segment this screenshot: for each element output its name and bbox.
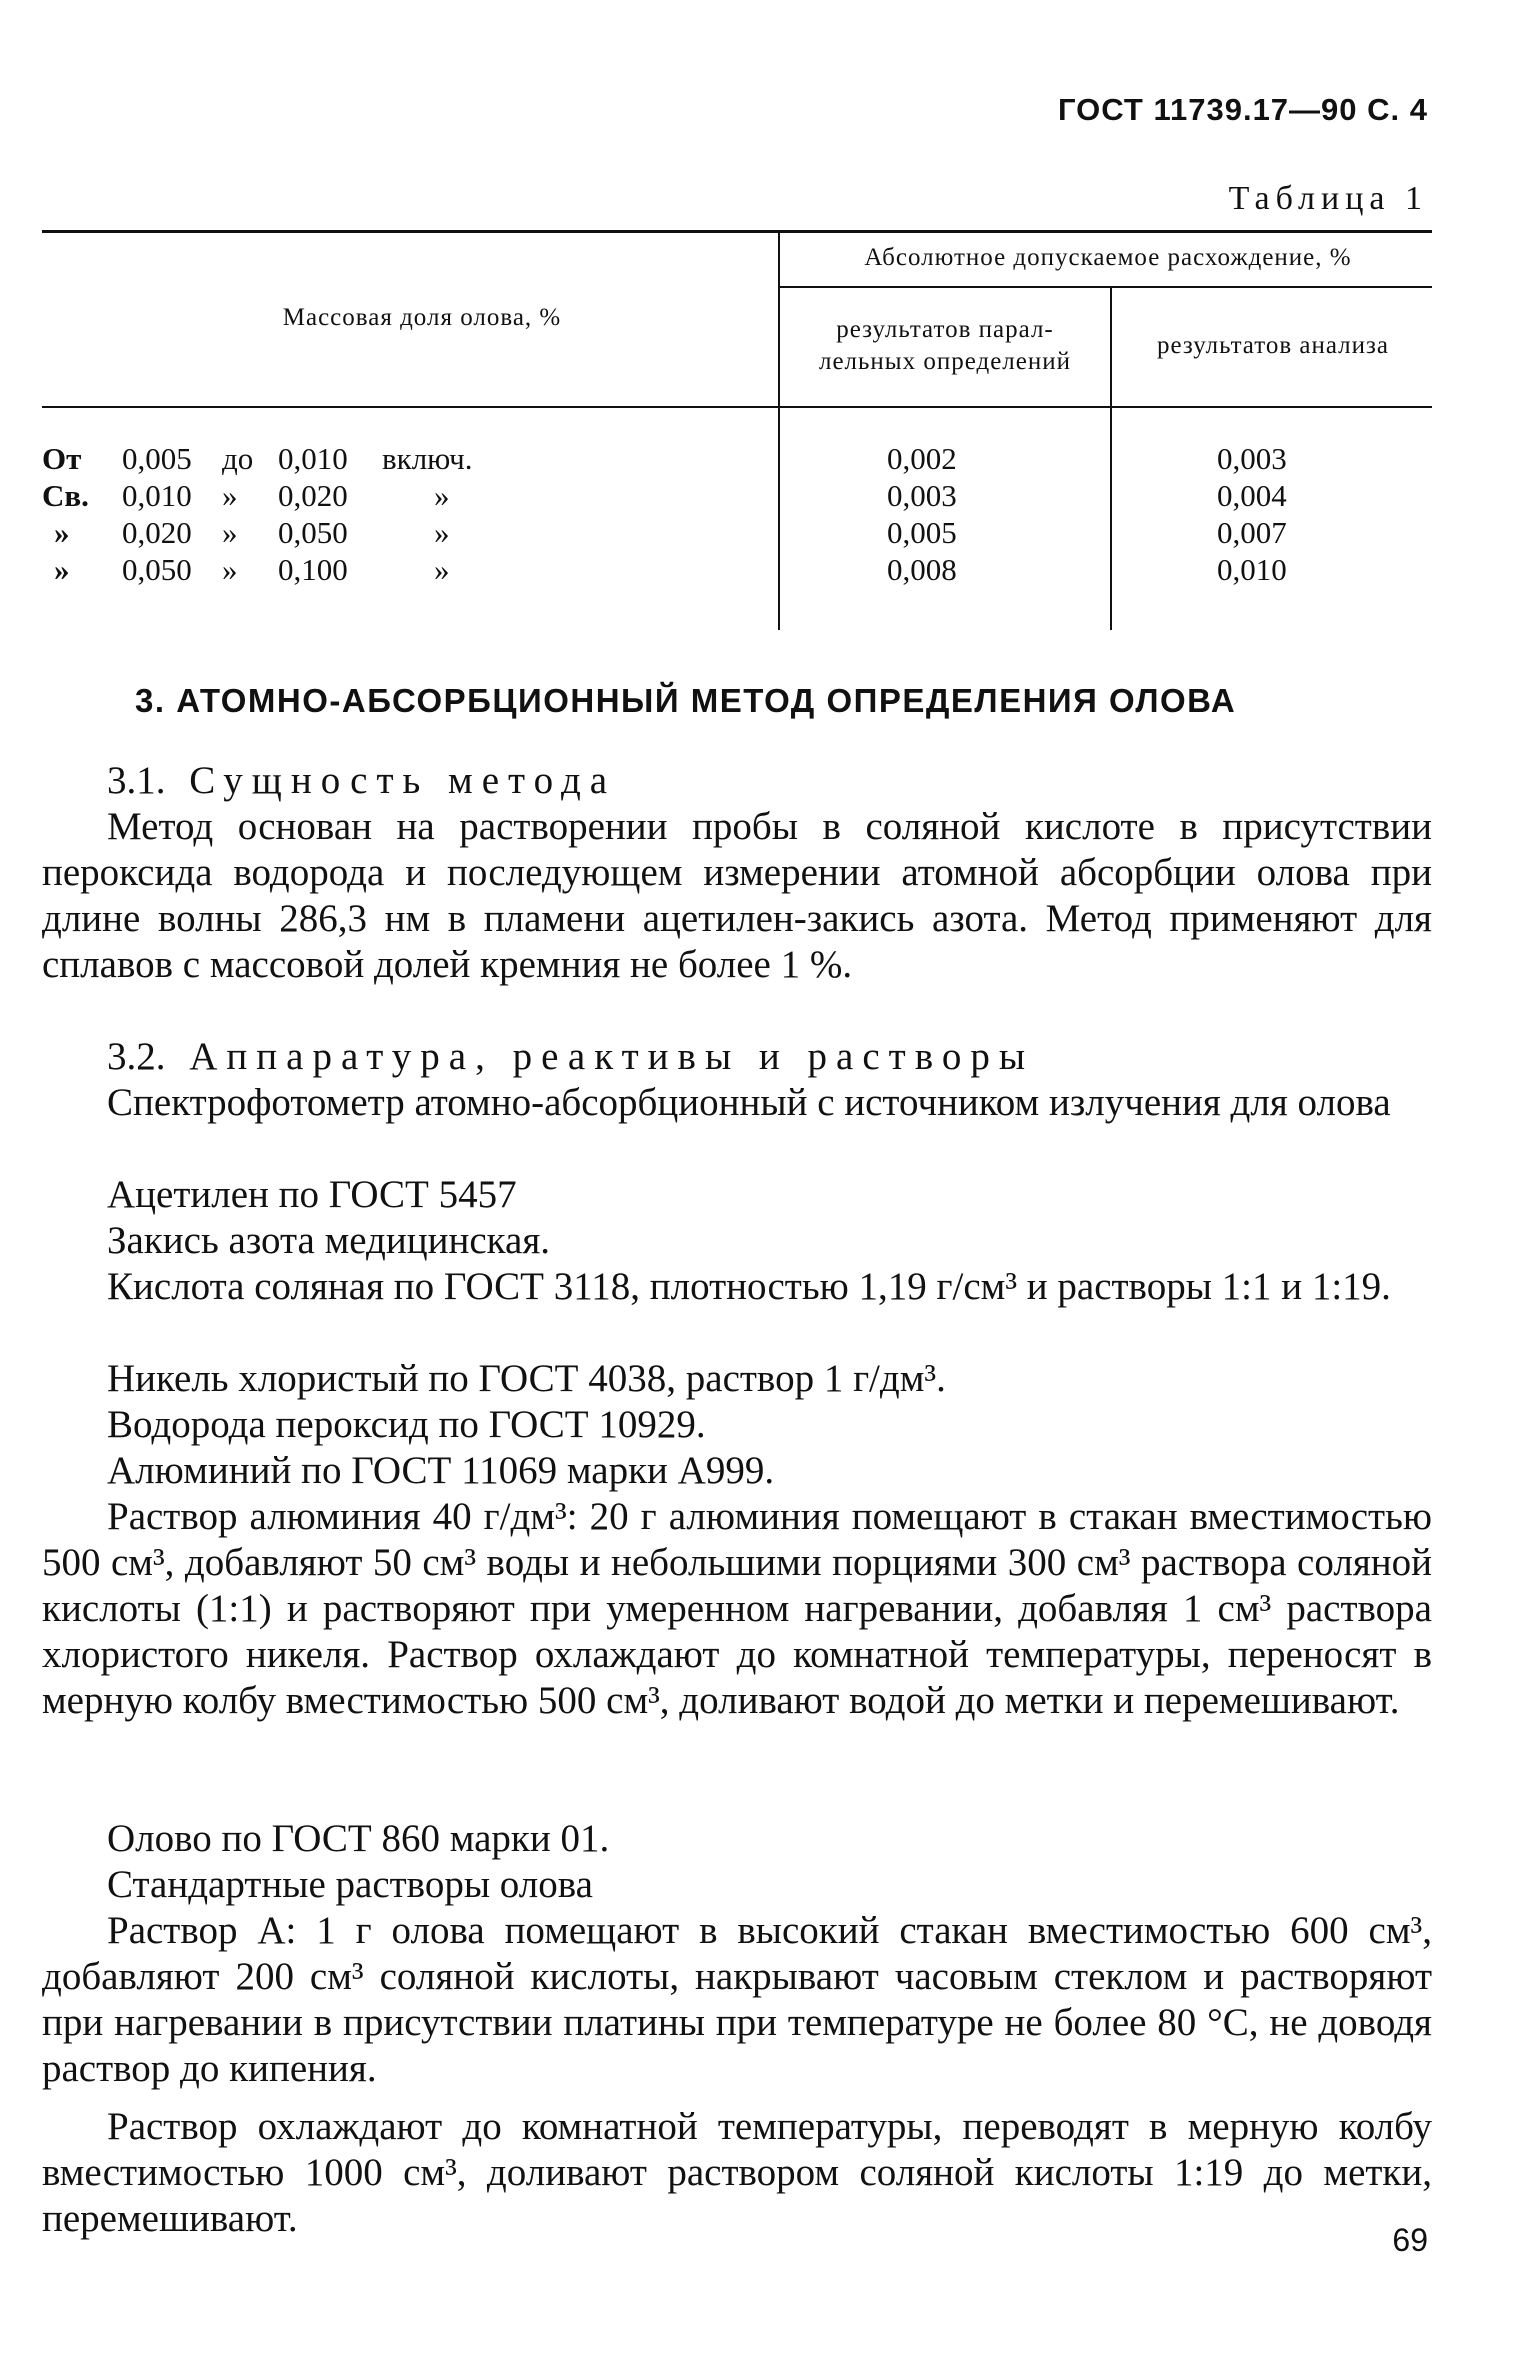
paragraph: Алюминий по ГОСТ 11069 марки А999. <box>107 1449 775 1492</box>
col-header-group: Абсолютное допускаемое расхождение, % <box>864 244 1352 271</box>
row-to: 0,020 <box>278 478 348 513</box>
row-parallel: 0,005 <box>887 515 957 550</box>
subsection-heading-3-1 <box>107 758 1497 804</box>
table-row <box>42 551 1432 588</box>
paragraph: Спектрофотометр атомно-абсорбционный с источником излучения для олова <box>107 1081 1391 1124</box>
row-analysis: 0,003 <box>1217 441 1287 476</box>
paragraph: Метод основан на растворении пробы в соляной кислоте в присутствии пероксида водорода и последующем измерении атомной абсорбции олова при длине волны 286,3 нм в пламени ацетилен-закись азота. Метод применяют для сплавов с массовой долей кремния не более 1 %. <box>42 805 1432 986</box>
row-prefix: » <box>54 552 70 587</box>
paragraph: Кислота соляная по ГОСТ 3118, плотностью 1,19 г/см³ и растворы 1:1 и 1:19. <box>107 1265 1391 1308</box>
row-sep: » <box>222 515 238 550</box>
table-top-rule <box>42 230 1432 233</box>
table-header-rule <box>42 406 1432 408</box>
row-from: 0,005 <box>122 441 192 476</box>
row-sep: » <box>222 552 238 587</box>
row-from: 0,010 <box>122 478 192 513</box>
row-to: 0,100 <box>278 552 348 587</box>
table-caption: Таблица 1 <box>1228 180 1428 217</box>
row-sep: до <box>222 441 254 476</box>
row-prefix: » <box>54 515 70 550</box>
section-title: 3. АТОМНО-АБСОРБЦИОННЫЙ МЕТОД ОПРЕДЕЛЕНИЯ ОЛОВА <box>135 682 1237 719</box>
subsection-title: Сущность метода <box>189 759 617 802</box>
col-header-tin-fraction: Массовая доля олова, % <box>282 304 562 331</box>
table-row <box>42 514 1432 551</box>
row-note: включ. <box>382 441 473 476</box>
tolerance-table <box>42 230 1432 630</box>
subsection-title: Аппаратура, реактивы и растворы <box>189 1035 1035 1078</box>
col-header-analysis: результатов анализа <box>1156 332 1390 359</box>
paragraph: Стандартные растворы олова <box>107 1863 593 1906</box>
table-group-rule <box>780 286 1432 288</box>
subsection-number: 3.1. <box>107 759 166 802</box>
row-note: » <box>434 515 450 550</box>
row-from: 0,050 <box>122 552 192 587</box>
subsection-number: 3.2. <box>107 1035 166 1078</box>
paragraph: Раствор охлаждают до комнатной температуры, переводят в мерную колбу вместимостью 1000 см³, доливают раствором соляной кислоты 1:19 до метки, перемешивают. <box>42 2105 1432 2240</box>
row-analysis: 0,010 <box>1217 552 1287 587</box>
paragraph: Водорода пероксид по ГОСТ 10929. <box>107 1403 706 1446</box>
row-note: » <box>434 552 450 587</box>
table-row <box>42 440 1432 477</box>
page-number: 69 <box>1392 2222 1428 2258</box>
col-header-parallel: результатов парал- лельных определений <box>818 316 1072 375</box>
paragraph: Закись азота медицинская. <box>107 1219 551 1262</box>
paragraph: Раствор А: 1 г олова помещают в высокий стакан вместимостью 600 см³, добавляют 200 см³ соляной кислоты, накрывают часовым стеклом и растворяют при нагревании в присутствии платины при температуре не более 80 °С, не доводя раствор до кипения. <box>42 1909 1432 2090</box>
row-to: 0,050 <box>278 515 348 550</box>
row-to: 0,010 <box>278 441 348 476</box>
paragraph: Раствор алюминия 40 г/дм³: 20 г алюминия помещают в стакан вместимостью 500 см³, добавляют 50 см³ воды и небольшими порциями 300 см³ раствора соляной кислоты (1:1) и растворяют при умеренном нагревании, добавляя 1 см³ раствора хлористого никеля. Раствор охлаждают до комнатной температуры, переносят в мерную колбу вместимостью 500 см³, доливают водой до метки и перемешивают. <box>42 1495 1432 1722</box>
row-analysis: 0,007 <box>1217 515 1287 550</box>
subsection-heading-3-2 <box>107 1034 1497 1080</box>
paragraph: Никель хлористый по ГОСТ 4038, раствор 1 г/дм³. <box>107 1357 946 1400</box>
row-prefix: Св. <box>42 478 89 513</box>
row-parallel: 0,008 <box>887 552 957 587</box>
table-row <box>42 477 1432 514</box>
page-header: ГОСТ 11739.17—90 С. 4 <box>1058 92 1428 127</box>
paragraph: Олово по ГОСТ 860 марки 01. <box>107 1817 610 1860</box>
row-parallel: 0,003 <box>887 478 957 513</box>
row-parallel: 0,002 <box>887 441 957 476</box>
row-note: » <box>434 478 450 513</box>
paragraph: Ацетилен по ГОСТ 5457 <box>107 1173 517 1216</box>
row-sep: » <box>222 478 238 513</box>
row-from: 0,020 <box>122 515 192 550</box>
row-prefix: От <box>42 441 82 476</box>
row-analysis: 0,004 <box>1217 478 1287 513</box>
